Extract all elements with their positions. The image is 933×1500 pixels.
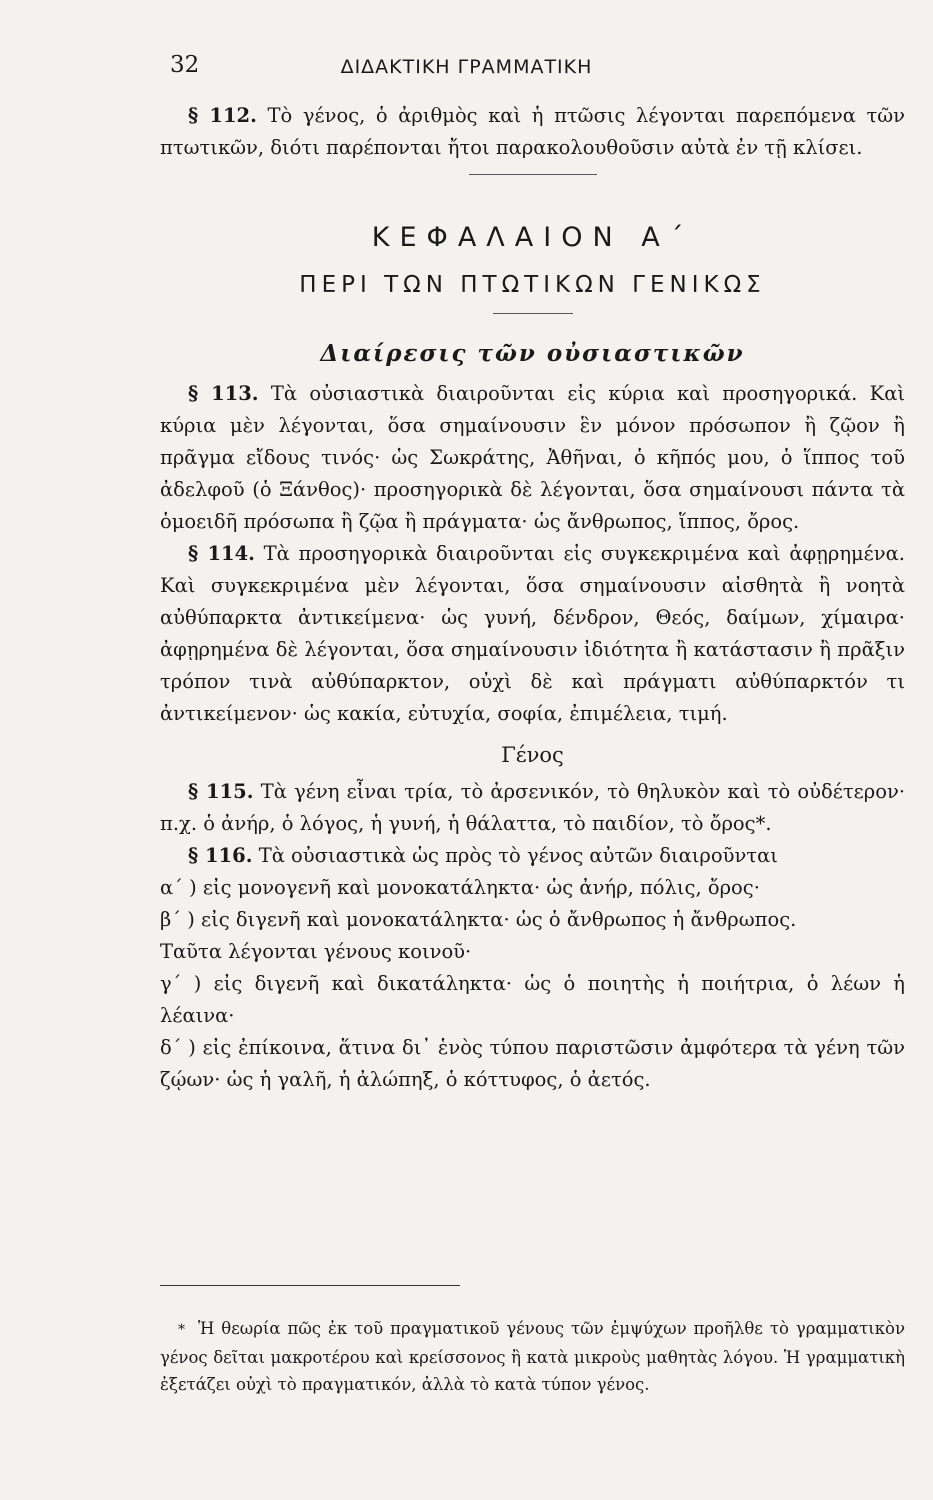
section-number: § 114. (188, 542, 255, 565)
paragraph-text: Τὰ προσηγορικὰ διαιροῦνται εἰς συγκεκριμένα καὶ ἀφῃρημένα. Καὶ συγκεκριμένα μὲν λέγονται, ὅσα σημαίνουσιν αἰσθητὰ ἢ νοητὰ αὐθύπαρκτα ἀντικείμενα· ὡς γυνή, δένδρον, Θεός, δαίμων, χίμαιρα· ἀφῃρημένα δὲ λέγονται, ὅσα σημαίνουσιν ἰδιότητα ἢ κατάστασιν ἢ πρᾶξιν τρόπον τινὰ αὐθύπαρκτον, οὐχὶ δὲ καὶ πράγματι αὐθύπαρκτόν τι ἀντικείμενον· ὡς κακία, εὐτυχία, σοφία, ἐπιμέλεια, τιμή. (160, 542, 906, 725)
page-body (160, 100, 905, 1096)
section-number: § 116. (188, 844, 253, 867)
paragraph-114 (160, 538, 905, 730)
section-number: § 113. (188, 382, 259, 405)
list-note-common-gender: Ταῦτα λέγονται γένους κοινοῦ· (160, 940, 472, 963)
paragraph-113 (160, 378, 905, 538)
footnote (160, 1315, 905, 1398)
list-item-a: α΄ ) εἰς μονογενῆ καὶ μονοκατάληκτα· ὡς ἀνήρ, πόλις, ὄρος· (160, 876, 760, 899)
footnote-text: Ἡ θεωρία πῶς ἐκ τοῦ πραγματικοῦ γένους τῶν ἐμψύχων προῆλθε τὸ γραμματικὸν γένος δεῖται μακροτέρου καὶ κρείσσονος ἢ κατὰ μικροὺς μαθητὰς λόγου. Ἡ γραμματικὴ ἐξετάζει οὐχὶ τὸ πραγματικόν, ἀλλὰ τὸ κατὰ τύπον γένος. (160, 1318, 905, 1394)
paragraph-text: Τὰ οὐσιαστικὰ ὡς πρὸς τὸ γένος αὐτῶν διαιροῦνται (258, 844, 778, 867)
paragraph-115 (160, 776, 905, 840)
page-header (0, 52, 933, 92)
list-item-b: β΄ ) εἰς διγενῆ καὶ μονοκατάληκτα· ὡς ὁ ἄνθρωπος ἡ ἄνθρωπος. (160, 908, 797, 931)
divider (493, 313, 573, 314)
footnote-divider (160, 1285, 460, 1286)
section-heading-division: Διαίρεσις τῶν οὐσιαστικῶν (320, 340, 745, 367)
paragraph-text: Τὰ οὐσιαστικὰ διαιροῦνται εἰς κύρια καὶ προσηγορικά. Καὶ κύρια μὲν λέγονται, ὅσα σημαίνουσιν ἓν μόνον πρόσωπον ἢ ζῷον ἢ πρᾶγμα εἴδους τινός· ὡς Σωκράτης, Ἀθῆναι, ὁ κῆπός μου, ὁ ἵππος τοῦ ἀδελφοῦ (ὁ Ξάνθος)· προσηγορικὰ δὲ λέγονται, ὅσα σημαίνουσι πάντα τὰ ὁμοειδῆ πρόσωπα ἢ ζῷα ἢ πράγματα· ὡς ἄνθρωπος, ἵππος, ὄρος. (160, 382, 906, 533)
section-number: § 115. (188, 780, 254, 803)
paragraph-112 (160, 100, 905, 164)
chapter-title: ΚΕΦΑΛΑΙΟΝ Α΄ (371, 222, 694, 253)
page-number: 32 (170, 52, 200, 78)
list-item-c: γ΄ ) εἰς διγενῆ καὶ δικατάληκτα· ὡς ὁ ποιητὴς ἡ ποιήτρια, ὁ λέων ἡ λέαινα· (160, 972, 905, 1027)
footnote-mark: * (178, 1321, 185, 1338)
list-item-d: δ΄ ) εἰς ἐπίκοινα, ἅτινα δι᾿ ἑνὸς τύπου παριστῶσιν ἀμφότερα τὰ γένη τῶν ζῴων· ὡς ἡ γαλῆ, ἡ ἀλώπηξ, ὁ κόττυφος, ὁ ἀετός. (160, 1036, 905, 1091)
chapter-subtitle: ΠΕΡΙ ΤΩΝ ΠΤΩΤΙΚΩΝ ΓΕΝΙΚΩΣ (299, 272, 766, 298)
section-heading-gender: Γένος (501, 743, 564, 767)
section-number: § 112. (188, 104, 257, 127)
divider (469, 174, 597, 175)
running-head: ΔΙΔΑΚΤΙΚΗ ΓΡΑΜΜΑΤΙΚΗ (340, 56, 593, 78)
paragraph-text: Τὸ γένος, ὁ ἀριθμὸς καὶ ἡ πτῶσις λέγονται παρεπόμενα τῶν πτωτικῶν, διότι παρέπονται ἤτοι παρακολουθοῦσιν αὐτὰ ἐν τῇ κλίσει. (160, 104, 906, 159)
paragraph-116 (160, 840, 905, 872)
paragraph-text: Τὰ γένη εἶναι τρία, τὸ ἀρσενικόν, τὸ θηλυκὸν καὶ τὸ οὐδέτερον· π.χ. ὁ ἀνήρ, ὁ λόγος, ἡ γυνή, ἡ θάλαττα, τὸ παιδίον, τὸ ὄρος*. (160, 780, 906, 835)
